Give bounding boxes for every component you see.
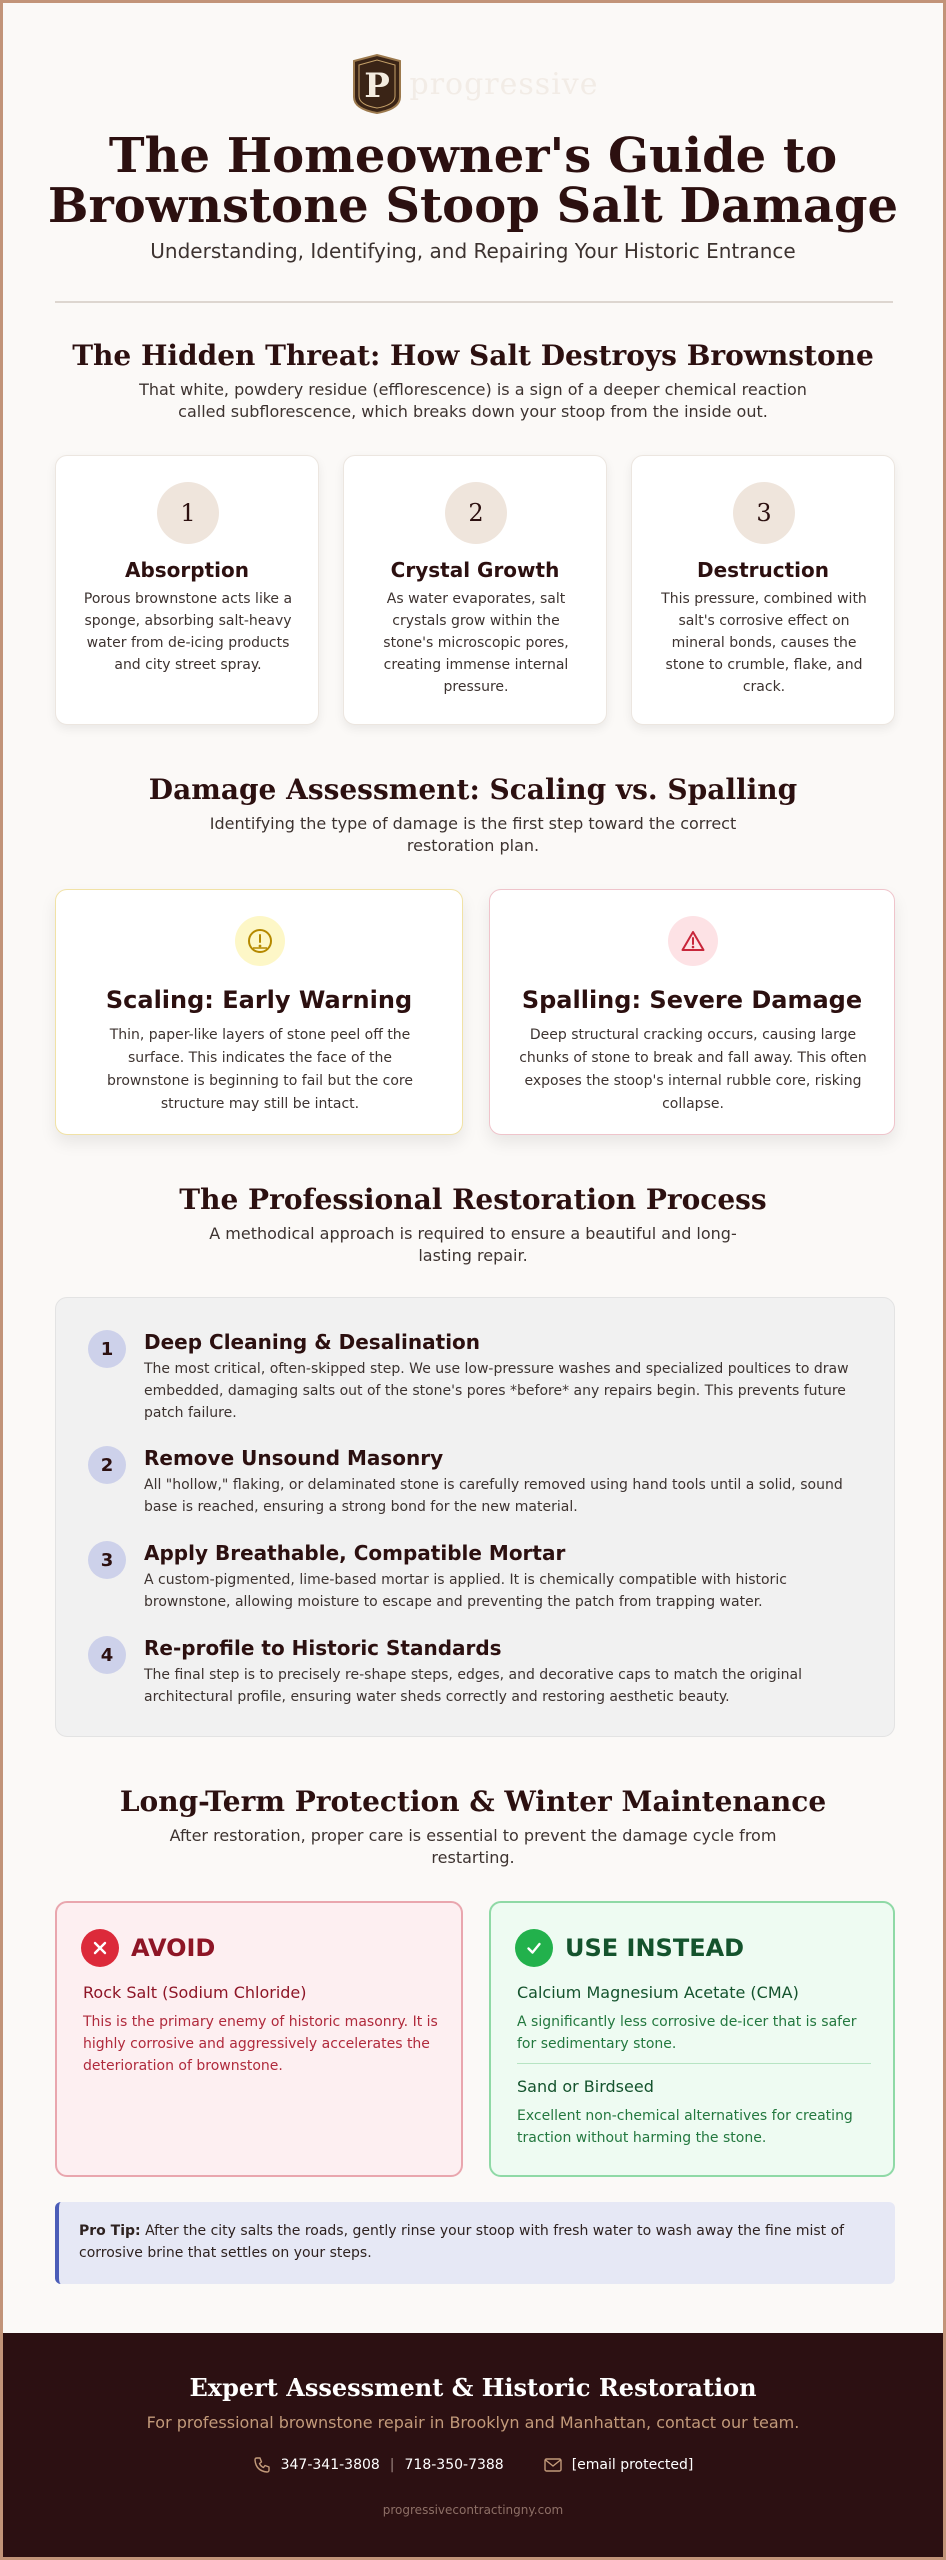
use-item-sand: Sand or Birdseed [517, 2077, 654, 2096]
protection-desc: After restoration, proper care is essential to prevent the damage cycle from restarting. [169, 1826, 777, 1867]
phone-separator: | [389, 2457, 395, 2473]
use-instead-box [489, 1901, 895, 2177]
use-item-cma-text: A significantly less corrosive de-icer that is safer for sedimentary stone. [517, 2014, 857, 2052]
process-step-text: The final step is to precisely re-shape steps, edges, and decorative caps to match the original architectural profile, ensuring water sheds correctly and restoring aesthetic beauty. [144, 1667, 803, 1705]
website-link[interactable]: progressivecontractingny.com [382, 2503, 564, 2517]
logo-letter: P [363, 66, 390, 106]
footer-subtitle: For professional brownstone repair in Brooklyn and Manhattan, contact our team. [146, 2413, 800, 2432]
alert-face-icon [235, 916, 285, 966]
spalling-card [489, 889, 895, 1135]
phone-icon [253, 2456, 271, 2474]
header-divider [55, 301, 893, 303]
process-step-title: Remove Unsound Masonry [144, 1446, 444, 1470]
phone-link-2[interactable]: 718-350-7388 [404, 2457, 504, 2473]
process-step-number: 3 [88, 1541, 126, 1579]
footer [3, 2333, 943, 2560]
process-list [55, 1297, 895, 1737]
pro-tip [55, 2202, 895, 2284]
contact-row [3, 2456, 943, 2474]
phone-link-1[interactable]: 347-341-3808 [280, 2457, 380, 2473]
logo [3, 53, 943, 115]
step-card-crystal-growth [343, 455, 607, 725]
scaling-card [55, 889, 463, 1135]
logo-mark-icon [348, 53, 406, 115]
threat-title: The Hidden Threat: How Salt Destroys Brownstone [72, 339, 874, 372]
step-text: As water evaporates, salt crystals grow within the stone's microscopic pores, creating immense internal pressure. [383, 591, 569, 695]
process-step [88, 1541, 868, 1617]
step-number: 1 [157, 482, 219, 544]
warning-triangle-icon [668, 916, 718, 966]
process-step-text: The most critical, often-skipped step. We use low-pressure washes and specialized poultices to draw embedded, damaging salts out of the stone's pores *before* any repairs begin. This prevents future patch failure. [144, 1361, 849, 1421]
mail-icon [544, 2458, 562, 2472]
process-step-text: All "hollow," flaking, or delaminated stone is carefully removed using hand tools until a solid, sound base is reached, ensuring a strong bond for the new material. [144, 1477, 843, 1515]
use-item-cma: Calcium Magnesium Acetate (CMA) [517, 1983, 799, 2002]
spalling-title: Spalling: Severe Damage [521, 986, 863, 1014]
process-step [88, 1446, 868, 1522]
process-step [88, 1636, 868, 1712]
process-desc: A methodical approach is required to ensure a beautiful and long-lasting repair. [209, 1224, 737, 1265]
step-number: 2 [445, 482, 507, 544]
step-card-absorption [55, 455, 319, 725]
logo-text: progressive [409, 66, 599, 102]
process-step-title: Deep Cleaning & Desalination [144, 1330, 481, 1354]
process-step-number: 4 [88, 1636, 126, 1674]
pro-tip-label: Pro Tip: [79, 2223, 141, 2239]
spalling-text: Deep structural cracking occurs, causing large chunks of stone to break and fall away. This often exposes the stoop's internal rubble core, risking collapse. [519, 1027, 867, 1112]
close-icon [81, 1929, 119, 1967]
step-title: Crystal Growth [390, 558, 560, 582]
process-step-title: Re-profile to Historic Standards [144, 1636, 502, 1660]
footer-title: Expert Assessment & Historic Restoration [189, 2373, 757, 2402]
process-step-number: 2 [88, 1446, 126, 1484]
email-link[interactable]: [email protected] [571, 2457, 694, 2473]
use-item-sand-text: Excellent non-chemical alternatives for creating traction without harming the stone. [517, 2108, 853, 2146]
step-text: Porous brownstone acts like a sponge, absorbing salt-heavy water from de-icing products and city street spray. [83, 591, 293, 673]
assessment-title: Damage Assessment: Scaling vs. Spalling [148, 773, 798, 806]
step-title: Absorption [124, 558, 249, 582]
step-number: 3 [733, 482, 795, 544]
use-instead-header [515, 1929, 744, 1967]
protection-title: Long-Term Protection & Winter Maintenance [119, 1785, 827, 1818]
pro-tip-body: After the city salts the roads, gently rinse your stoop with fresh water to wash away the fine mist of corrosive brine that settles on your steps. [79, 2223, 845, 2261]
process-step-title: Apply Breathable, Compatible Mortar [144, 1541, 566, 1565]
step-title: Destruction [697, 558, 829, 582]
process-step-text: A custom-pigmented, lime-based mortar is applied. It is chemically compatible with historic brownstone, allowing moisture to escape and preventing the patch from trapping water. [144, 1572, 787, 1610]
scaling-text: Thin, paper-like layers of stone peel off the surface. This indicates the face of the brownstone is beginning to fail but the core structure may still be intact. [107, 1027, 413, 1112]
avoid-item: Rock Salt (Sodium Chloride) [83, 1983, 307, 2002]
process-step-number: 1 [88, 1330, 126, 1368]
page-title: The Homeowner's Guide to Brownstone Stoop Salt Damage [47, 128, 899, 234]
use-instead-label: USE INSTEAD [565, 1934, 745, 1962]
step-text: This pressure, combined with salt's corrosive effect on mineral bonds, causes the stone to crumble, flake, and crack. [661, 591, 867, 695]
step-card-destruction [631, 455, 895, 725]
pro-tip-text [79, 2220, 869, 2264]
scaling-title: Scaling: Early Warning [105, 986, 413, 1014]
process-title: The Professional Restoration Process [179, 1183, 767, 1216]
assessment-desc: Identifying the type of damage is the first step toward the correct restoration plan. [209, 814, 737, 855]
avoid-box [55, 1901, 463, 2177]
avoid-label: AVOID [131, 1934, 216, 1962]
use-divider [517, 2063, 871, 2064]
threat-desc: That white, powdery residue (efflorescence) is a sign of a deeper chemical reaction called subflorescence, which breaks down your stoop from the inside out. [139, 380, 807, 421]
checkmark-icon [515, 1929, 553, 1967]
page-subtitle: Understanding, Identifying, and Repairing Your Historic Entrance [150, 239, 796, 263]
avoid-text: This is the primary enemy of historic masonry. It is highly corrosive and aggressively accelerates the deterioration of brownstone. [83, 2014, 438, 2074]
avoid-header [81, 1929, 215, 1967]
process-step [88, 1330, 868, 1426]
